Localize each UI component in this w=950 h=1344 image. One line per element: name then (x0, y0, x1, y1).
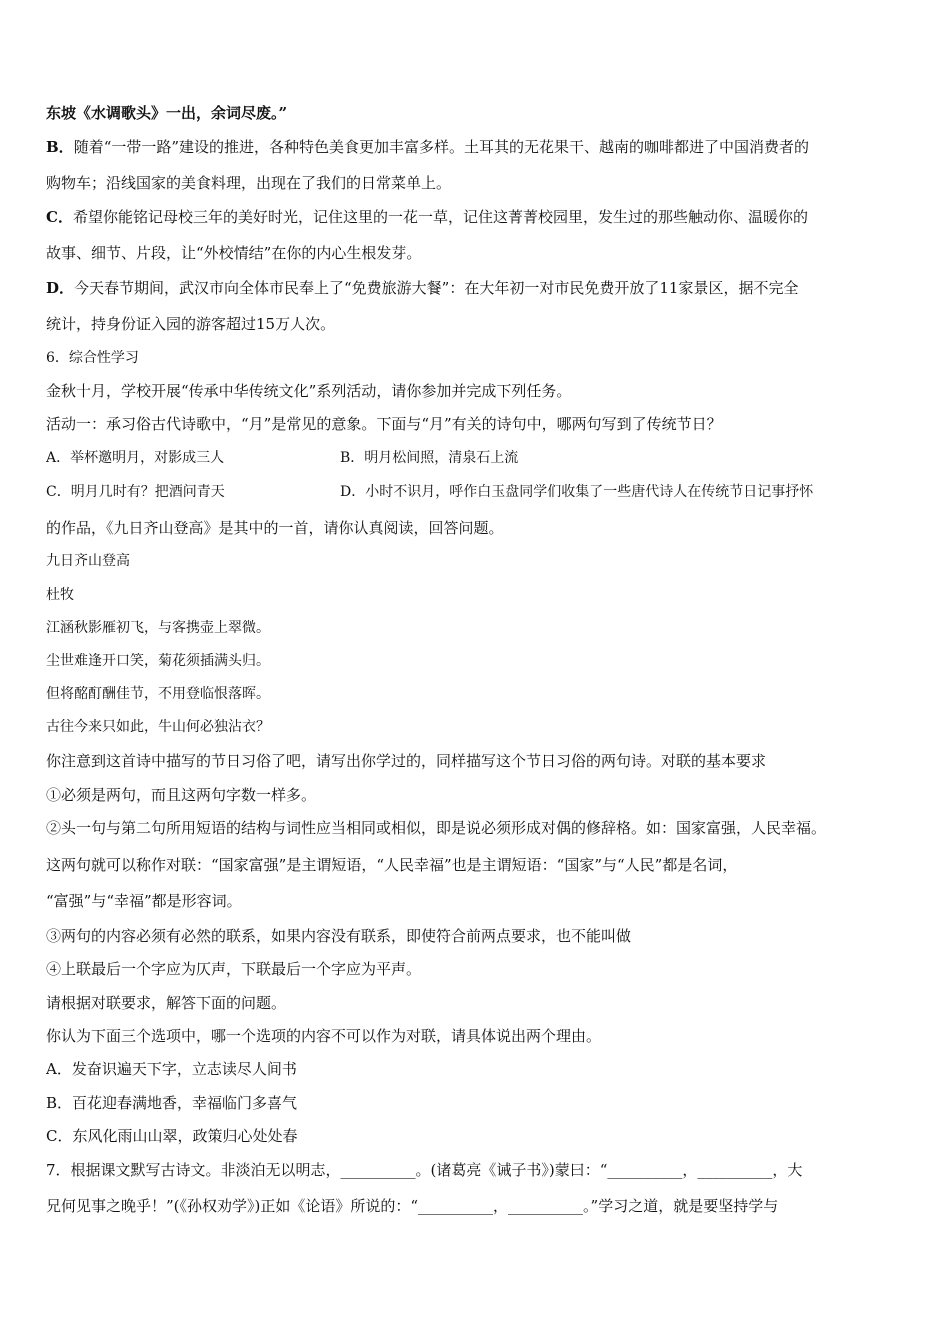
q5-option-c-text: 希望你能铭记母校三年的美好时光，记住这里的一花一草，记住这菁菁校园里，发生过的那些触动你、温暖你的 (72, 208, 808, 226)
q6-continuation: 的作品，《九日齐山登高》是其中的一首，请你认真阅读，回答问题。 (46, 519, 504, 537)
q5-option-c-line1 (46, 207, 808, 227)
q6-option-a: A．举杯邀明月，对影成三人 (46, 450, 225, 466)
poem-line-1: 江涵秋影雁初飞，与客携壶上翠微。 (46, 620, 270, 636)
poem-author: 杜牧 (46, 587, 74, 603)
q5-option-b-line1 (46, 137, 809, 157)
q6-heading: 6．综合性学习 (46, 350, 139, 366)
couplet-option-b: B．百花迎春满地香，幸福临门多喜气 (46, 1094, 298, 1112)
poem-line-4: 古往今来只如此，牛山何必独沾衣？ (46, 719, 270, 735)
couplet-option-a: A．发奋识遍天下字，立志读尽人间书 (46, 1060, 297, 1078)
couplet-requirement-2: ②头一句与第二句所用短语的结构与词性应当相同或相似，即是说必须形成对偶的修辞格。如：国家富强，人民幸福。 (46, 819, 827, 837)
q6-task: 你注意到这首诗中描写的节日习俗了吧，请写出你学过的，同样描写这个节日习俗的两句诗。对联的基本要求 (46, 752, 767, 770)
q5-option-d-line2: 统计，持身份证入园的游客超过15万人次。 (46, 315, 336, 333)
q6-option-c: C．明月几时有？把酒问青天 (46, 484, 225, 500)
q6-ask-2: 你认为下面三个选项中，哪一个选项的内容不可以作为对联，请具体说出两个理由。 (46, 1027, 602, 1045)
q5-option-c-mark: C． (46, 208, 73, 226)
q5-option-d-mark: D． (46, 279, 75, 297)
couplet-requirement-2-cont: 这两句就可以称作对联：“国家富强”是主谓短语，“人民幸福”也是主谓短语：“国家”与“人民”都是名词， (46, 856, 738, 874)
couplet-requirement-4: ④上联最后一个字应为仄声，下联最后一个字应为平声。 (46, 960, 422, 978)
q6-option-b: B．明月松间照，清泉石上流 (340, 450, 519, 466)
q5-tail: 东坡《水调歌头》一出，余词尽废。” (46, 104, 288, 122)
q6-activity1: 活动一：承习俗古代诗歌中，“月”是常见的意象。下面与“月”有关的诗句中，哪两句写到了传统节日？ (46, 415, 722, 433)
q5-option-d-line1 (46, 278, 798, 298)
poem-line-3: 但将酩酊酬佳节，不用登临恨落晖。 (46, 686, 270, 702)
q5-option-c-line2: 故事、细节、片段，让“外校情结”在你的内心生根发芽。 (46, 244, 422, 262)
poem-title: 九日齐山登高 (46, 553, 130, 569)
q5-option-d-text: 今天春节期间，武汉市向全体市民奉上了“免费旅游大餐”：在大年初一对市民免费开放了11家景区，据不完全 (74, 279, 799, 297)
q5-option-b-text: 随着“一带一路”建设的推进，各种特色美食更加丰富多样。土耳其的无花果干、越南的咖啡都进了中国消费者的 (73, 138, 810, 156)
q6-ask-1: 请根据对联要求，解答下面的问题。 (46, 994, 287, 1012)
poem-line-2: 尘世难逢开口笑，菊花须插满头归。 (46, 653, 270, 669)
q5-option-b-line2: 购物车；沿线国家的美食料理，出现在了我们的日常菜单上。 (46, 174, 452, 192)
q6-intro: 金秋十月，学校开展“传承中华传统文化”系列活动，请你参加并完成下列任务。 (46, 382, 572, 400)
q5-option-b-mark: B． (46, 138, 74, 156)
q7-line-2: 兄何见事之晚乎！”(《孙权劝学》)正如《论语》所说的：“__________，__________。”学习之道，就是要坚持学与 (46, 1197, 779, 1215)
couplet-requirement-1: ①必须是两句，而且这两句字数一样多。 (46, 786, 317, 804)
couplet-requirement-2-end: “富强”与“幸福”都是形容词。 (46, 892, 242, 910)
couplet-option-c: C．东风化雨山山翠，政策归心处处春 (46, 1127, 298, 1145)
couplet-requirement-3: ③两句的内容必须有必然的联系，如果内容没有联系，即使符合前两点要求，也不能叫做 (46, 927, 632, 945)
q7-line-1: 7．根据课文默写古诗文。非淡泊无以明志，__________。(诸葛亮《诫子书》)蒙曰：“__________，__________，大 (46, 1161, 803, 1179)
q6-option-d: D．小时不识月，呼作白玉盘同学们收集了一些唐代诗人在传统节日记事抒怀 (340, 484, 814, 500)
